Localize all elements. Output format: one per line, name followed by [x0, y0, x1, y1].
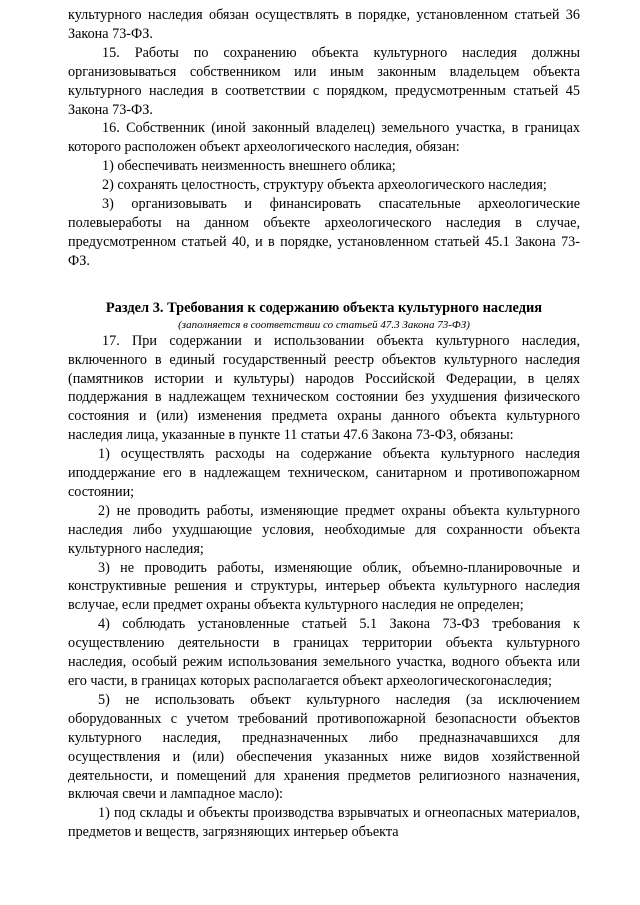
section-title: Раздел 3. Требования к содержанию объекта культурного наследия — [105, 299, 543, 316]
list-item-17-1: 1) осуществлять расходы на содержание объекта культурного наследия иподдержание его в надлежащем техническом, санитарном и противопожарном состоянии; — [68, 446, 580, 500]
list-item-17-5: 5) не использовать объект культурного наследия (за исключением оборудованных с учетом требований противопожарной безопасности объектов культурного наследия, предназначенных либо предназначавшихся для осуществления и (или) обеспечения указанных ниже видов хозяйственной деятельности, и помещений для хранения предметов религиозного назначения, включая свечи и лампадное масло): — [68, 691, 580, 803]
paragraph-17: 17. При содержании и использовании объекта культурного наследия, включенного в единый государственный реестр объектов культурного наследия (памятников истории и культуры) народов Российской Федерации, в целях поддержания в надлежащем техническом состоянии без ухудшения физического состояния и (или) изменения предмета охраны данного объекта культурного наследия лица, указанные в пункте 11 статьи 47.6 Закона 73-ФЗ, обязаны: — [68, 332, 580, 444]
section-spacer — [68, 271, 580, 299]
paragraph-continuation: культурного наследия обязан осуществлять в порядке, установленном статьей 36 Закона 73-ФЗ. — [68, 7, 580, 42]
list-item-17-4: 4) соблюдать установленные статьей 5.1 Закона 73-ФЗ требования к осуществлению деятельности в границах территории объекта культурного наследия, особый режим использования земельного участка, водного объекта или его части, в границах которых располагается объект археологическогонаследия; — [68, 616, 580, 689]
list-item-17-3: 3) не проводить работы, изменяющие облик, объемно-планировочные и конструктивные решения и структуры, интерьер объекта культурного наследия вслучае, если предмет охраны объекта культурного наследия не определен; — [68, 559, 580, 614]
section-note: (заполняется в соответствии со статьей 47.3 Закона 73-ФЗ) — [178, 318, 470, 331]
list-item-16-1: 1) обеспечивать неизменность внешнего облика; — [102, 158, 396, 175]
list-item-17-2: 2) не проводить работы, изменяющие предмет охраны объекта культурного наследия либо ухудшающие условия, необходимые для сохранности объекта культурного наследия; — [68, 502, 580, 557]
list-item-16-3: 3) организовывать и финансировать спасательные археологические полевыеработы на данном объекте археологического наследия в случае, предусмотренном статьей 40, и в порядке, установленном статьей 45.1 Закона 73-ФЗ. — [68, 196, 580, 269]
paragraph-16: 16. Собственник (иной законный владелец) земельного участка, в границах которого расположен объект археологического наследия, обязан: — [68, 120, 580, 156]
document-page — [68, 6, 580, 842]
paragraph-15: 15. Работы по сохранению объекта культурного наследия должны организовываться собственником или иным законным владельцем объекта культурного наследия в соответствии с порядком, предусмотренным статьей 45 Закона 73-ФЗ. — [68, 44, 580, 118]
list-item-17-5-1: 1) под склады и объекты производства взрывчатых и огнеопасных материалов, предметов и веществ, загрязняющих интерьер объекта — [68, 805, 580, 841]
list-item-16-2: 2) сохранять целостность, структуру объекта археологического наследия; — [102, 177, 547, 194]
